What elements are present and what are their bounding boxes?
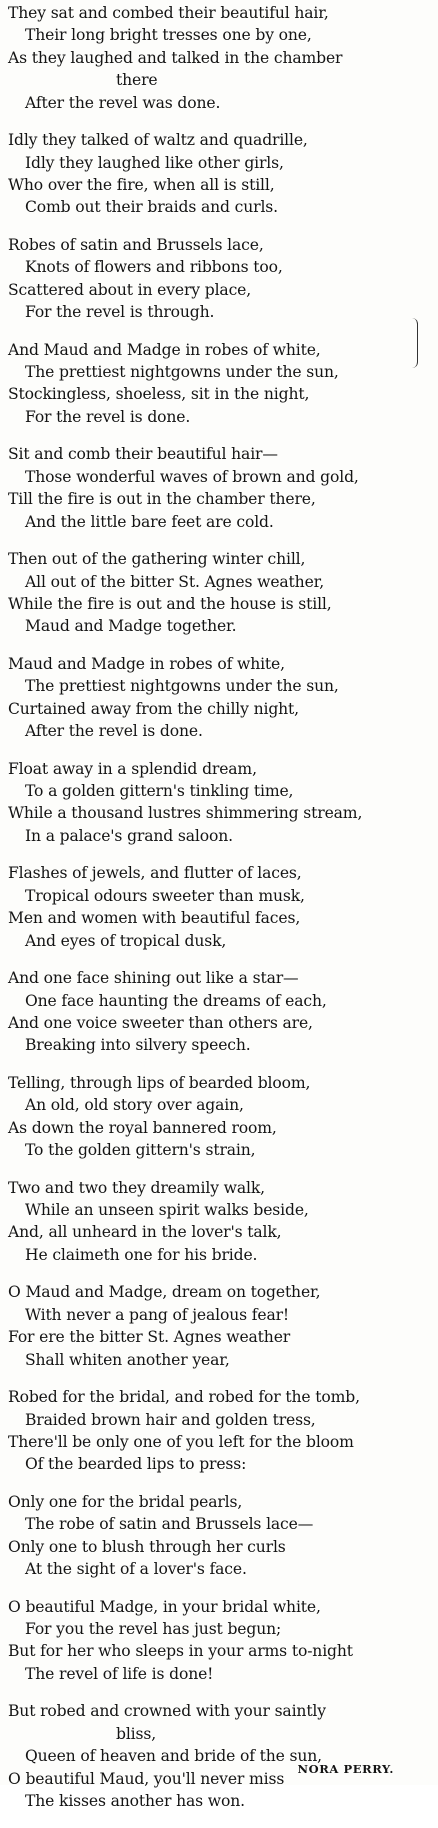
poem-line: As they laughed and talked in the chamber	[8, 48, 343, 67]
poem-line: Tropical odours sweeter than musk,	[25, 886, 305, 905]
poem-line: As down the royal bannered room,	[8, 1118, 277, 1137]
poem-line: He claimeth one for his bride.	[25, 1245, 258, 1264]
poem-line: The robe of satin and Brussels lace—	[25, 1515, 314, 1534]
poem-line: O beautiful Maud, you'll never miss	[8, 1769, 285, 1788]
poem-line: The kisses another has won.	[25, 1791, 245, 1810]
poem-line: One face haunting the dreams of each,	[25, 991, 327, 1010]
poem-line: And eyes of tropical dusk,	[25, 931, 227, 950]
poem-line: Stockingless, shoeless, sit in the night,	[8, 385, 310, 404]
poem-line: For the revel is done.	[25, 407, 191, 426]
poem-line: Of the bearded lips to press:	[25, 1455, 247, 1474]
stanza	[8, 1700, 430, 1812]
poem-line: The revel of life is done!	[25, 1664, 214, 1683]
poem-line: An old, old story over again,	[25, 1096, 244, 1115]
poem-line: bliss,	[116, 1724, 157, 1743]
poem-line: Comb out their braids and curls.	[25, 198, 278, 217]
poem-line: For you the revel has just begun;	[25, 1620, 282, 1639]
stanza	[8, 758, 430, 848]
stanza	[8, 1177, 430, 1267]
poem-line: There'll be only one of you left for the bloom	[8, 1432, 354, 1451]
poem-line: Men and women with beautiful faces,	[8, 909, 301, 928]
poem-line: O Maud and Madge, dream on together,	[8, 1283, 321, 1302]
poem-line: After the revel is done.	[25, 722, 203, 741]
poem-line: For the revel is through.	[25, 303, 215, 322]
stanza	[8, 548, 430, 638]
poem-line: Two and two they dreamily walk,	[8, 1178, 265, 1197]
poem-line: Their long bright tresses one by one,	[25, 26, 312, 45]
poem-line: But for her who sleeps in your arms to-night	[8, 1642, 353, 1661]
poem-line: Telling, through lips of bearded bloom,	[8, 1073, 311, 1092]
stanza	[8, 234, 430, 324]
stanza	[8, 129, 430, 219]
poem-line: The prettiest nightgowns under the sun,	[25, 363, 339, 382]
poem-line: And, all unheard in the lover's talk,	[8, 1223, 282, 1242]
poem-line: To a golden gittern's tinkling time,	[25, 782, 294, 801]
poem-line: Float away in a splendid dream,	[8, 759, 257, 778]
poem-line: Sit and comb their beautiful hair—	[8, 445, 278, 464]
poem-line: At the sight of a lover's face.	[25, 1560, 247, 1579]
stanza	[8, 967, 430, 1057]
poem-line: Breaking into silvery speech.	[25, 1036, 251, 1055]
stanza	[8, 1596, 430, 1686]
poem-line: But robed and crowned with your saintly	[8, 1702, 326, 1721]
poem-line: Shall whiten another year,	[25, 1350, 230, 1369]
poem-line: For ere the bitter St. Agnes weather	[8, 1328, 291, 1347]
poem-line: Maud and Madge together.	[25, 617, 237, 636]
poem-line: Till the fire is out in the chamber there,	[8, 490, 316, 509]
poem-line: With never a pang of jealous fear!	[25, 1305, 290, 1324]
stanza	[8, 443, 430, 533]
poem-line: Then out of the gathering winter chill,	[8, 550, 306, 569]
poem-line: To the golden gittern's strain,	[25, 1141, 256, 1160]
stanza	[8, 1072, 430, 1162]
poem-line: Flashes of jewels, and flutter of laces,	[8, 864, 302, 883]
poem-line: And Maud and Madge in robes of white,	[8, 340, 321, 359]
poem-line: Only one for the bridal pearls,	[8, 1492, 243, 1511]
poem-line: And one voice sweeter than others are,	[8, 1013, 313, 1032]
margin-bracket-mark	[411, 318, 418, 368]
poem-line: Those wonderful waves of brown and gold,	[25, 467, 359, 486]
poem-body	[8, 2, 430, 1828]
poem-line: While a thousand lustres shimmering stream,	[8, 804, 363, 823]
stanza	[8, 2, 430, 114]
poem-line: The prettiest nightgowns under the sun,	[25, 677, 339, 696]
poem-line: In a palace's grand saloon.	[25, 826, 233, 845]
poem-line: All out of the bitter St. Agnes weather,	[25, 572, 325, 591]
poem-line: After the revel was done.	[25, 93, 221, 112]
poem-line: Curtained away from the chilly night,	[8, 699, 299, 718]
poem-line: Who over the fire, when all is still,	[8, 175, 275, 194]
poem-line: Only one to blush through her curls	[8, 1537, 286, 1556]
poem-line: And the little bare feet are cold.	[25, 512, 274, 531]
poem-line: While the fire is out and the house is still,	[8, 594, 332, 613]
stanza	[8, 1281, 430, 1371]
poem-line: there	[116, 71, 158, 90]
poem-line: Idly they laughed like other girls,	[25, 153, 284, 172]
poem-line: Robes of satin and Brussels lace,	[8, 235, 264, 254]
stanza	[8, 339, 430, 429]
poem-line: Queen of heaven and bride of the sun,	[25, 1747, 322, 1766]
stanza	[8, 1386, 430, 1476]
poem-line: Robed for the bridal, and robed for the tomb,	[8, 1388, 360, 1407]
author-signature: NORA PERRY.	[297, 1762, 394, 1776]
poem-line: Scattered about in every place,	[8, 280, 252, 299]
poem-line: Knots of flowers and ribbons too,	[25, 258, 283, 277]
poem-line: And one face shining out like a star—	[8, 969, 299, 988]
stanza	[8, 862, 430, 952]
stanza	[8, 1491, 430, 1581]
poem-line: While an unseen spirit walks beside,	[25, 1201, 309, 1220]
poem-line: O beautiful Madge, in your bridal white,	[8, 1597, 321, 1616]
poem-line: They sat and combed their beautiful hair,	[8, 4, 329, 22]
stanza	[8, 653, 430, 743]
poem-line: Maud and Madge in robes of white,	[8, 654, 285, 673]
poem-line: Braided brown hair and golden tress,	[25, 1410, 316, 1429]
poem-line: Idly they talked of waltz and quadrille,	[8, 131, 308, 150]
